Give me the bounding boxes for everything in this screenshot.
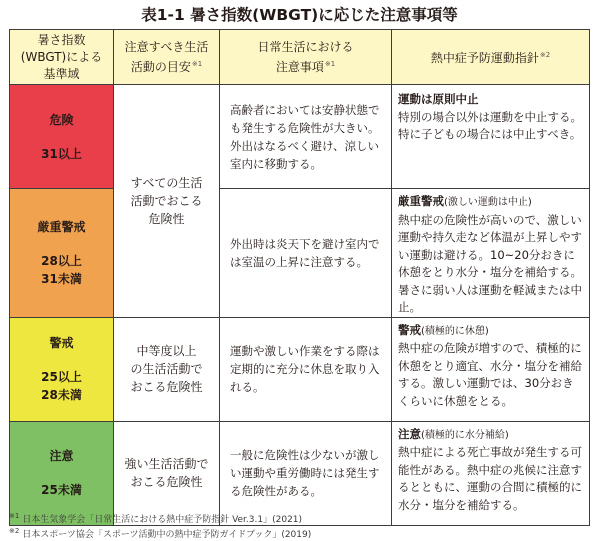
daily-cell: 高齢者においては安静状態でも発生する危険性が大きい。外出はなるべく避け、涼しい室内に移動する。 bbox=[220, 85, 392, 189]
exercise-heading: 警戒(積極的に休憩) bbox=[398, 322, 489, 337]
exercise-heading: 運動は原則中止 bbox=[398, 92, 479, 106]
exercise-body: 特別の場合以外は運動を中止する。特に子どもの場合には中止すべき。 bbox=[398, 109, 582, 141]
level-cell-warning: 警戒 25以上 28未満 bbox=[10, 317, 114, 421]
daily-cell: 運動や激しい作業をする際は定期的に充分に休息を取り入れる。 bbox=[220, 317, 392, 421]
footnote-mark: ※1 bbox=[324, 59, 336, 68]
exercise-cell bbox=[392, 421, 590, 525]
guide-cell-strong: 強い生活活動で おこる危険性 bbox=[114, 421, 220, 525]
exercise-cell bbox=[392, 189, 590, 318]
header-exercise: 熱中症予防運動指針$^{※2}$ bbox=[392, 30, 590, 85]
table-row bbox=[10, 189, 590, 318]
table-row bbox=[10, 317, 590, 421]
exercise-body: 熱中症による死亡事故が発生する可能性がある。熱中症の兆候に注意するとともに、運動の合間に積極的に水分・塩分を補給する。 bbox=[398, 445, 582, 512]
level-cell-caution: 注意 25未満 bbox=[10, 421, 114, 525]
header-guide: 注意すべき生活 活動の目安$^{※1}$ bbox=[114, 30, 220, 85]
table-row bbox=[10, 85, 590, 189]
guide-cell-all-activities: すべての生活 活動でおこる 危険性 bbox=[114, 85, 220, 318]
guide-cell-moderate: 中等度以上 の生活活動で おこる危険性 bbox=[114, 317, 220, 421]
wbgt-table bbox=[9, 29, 590, 526]
exercise-cell bbox=[392, 317, 590, 421]
footnote-mark: ※1 bbox=[191, 59, 203, 68]
level-cell-severe: 厳重警戒 28以上 31未満 bbox=[10, 189, 114, 318]
header-daily: 日常生活における 注意事項$^{※1}$ bbox=[220, 30, 392, 85]
level-cell-danger: 危険 31以上 bbox=[10, 85, 114, 189]
header-level: 暑さ指数 (WBGT)による 基準域 bbox=[10, 30, 114, 85]
daily-cell: 一般に危険性は少ないが激しい運動や重労働時には発生する危険性がある。 bbox=[220, 421, 392, 525]
exercise-cell bbox=[392, 85, 590, 189]
exercise-body: 熱中症の危険が増すので、積極的に休憩をとり適宜、水分・塩分を補給する。激しい運動では、30分おきくらいに休憩をとる。 bbox=[398, 341, 582, 408]
footnote-mark: ※2 bbox=[539, 51, 551, 59]
table-title: 表1-1 暑さ指数(WBGT)に応じた注意事項等 bbox=[141, 6, 458, 24]
exercise-body: 熱中症の危険性が高いので、激しい運動や持久走など体温が上昇しやすい運動は避ける。10~20分おきに休憩をとり水分・塩分を補給する。暑さに弱い人は運動を軽減または中止。 bbox=[398, 212, 582, 314]
exercise-heading: 厳重警戒(激しい運動は中止) bbox=[398, 194, 532, 208]
footnote-1: $^{※1}$ 日本生気象学会「日常生活における熱中症予防指針 Ver.3.1」(2021) bbox=[9, 512, 303, 525]
exercise-heading: 注意(積極的に水分補給) bbox=[398, 426, 509, 441]
footnote-2: $^{※2}$ 日本スポーツ協会「スポーツ活動中の熱中症予防ガイドブック」(2019) bbox=[9, 527, 312, 540]
daily-cell: 外出時は炎天下を避け室内では室温の上昇に注意する。 bbox=[220, 189, 392, 318]
header-row bbox=[10, 30, 590, 85]
